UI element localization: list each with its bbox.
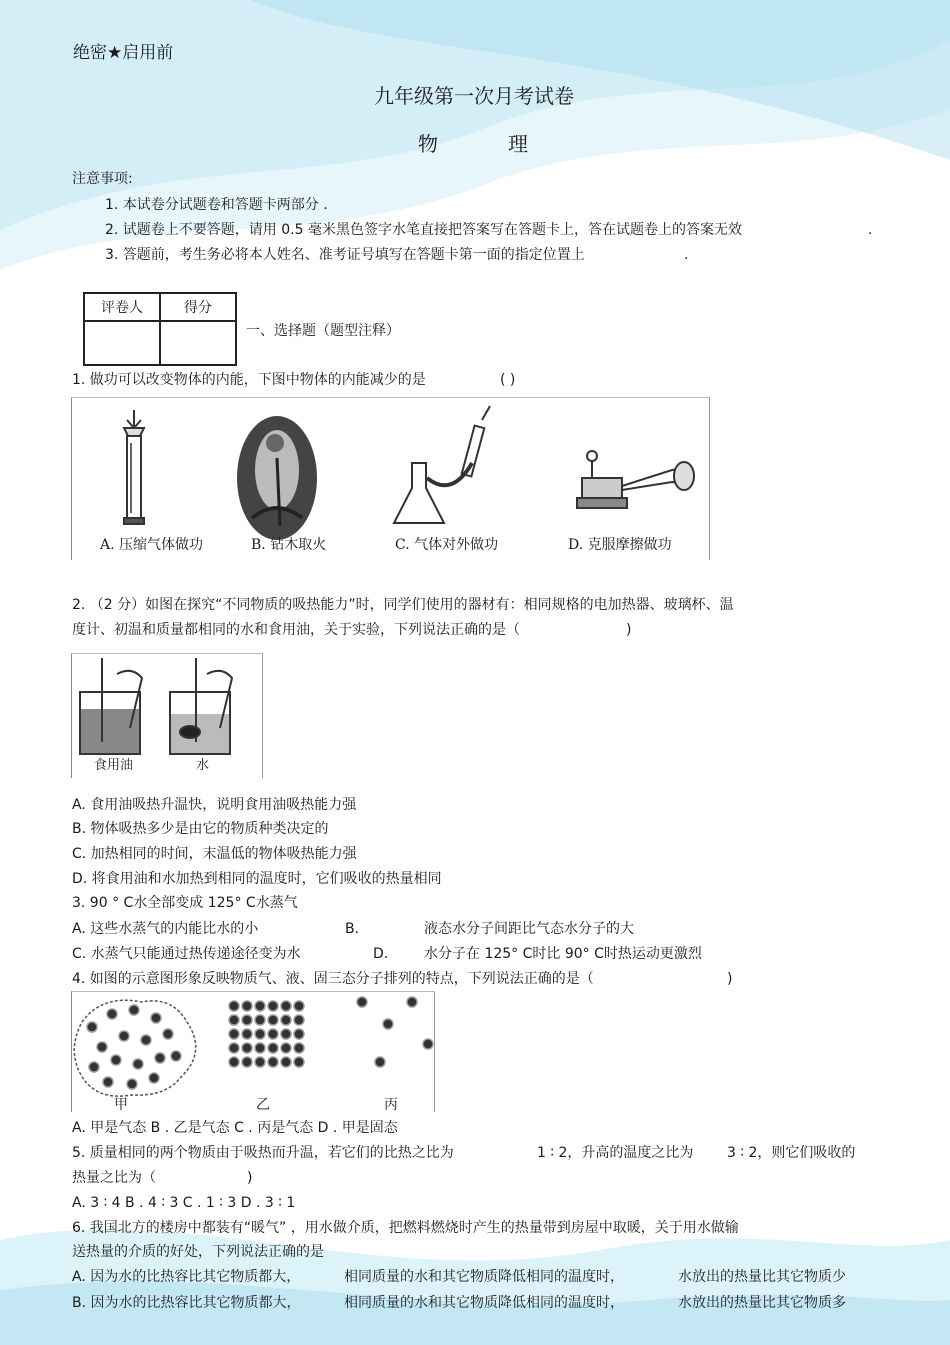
q4-solid-molecule (229, 1043, 239, 1053)
q3-option-c: C. 水蒸气只能通过热传递途径变为水 (72, 946, 301, 962)
subject-char-1: 物 (418, 132, 438, 156)
q2-option-b: B. 物体吸热多少是由它的物质种类决定的 (72, 821, 329, 837)
q3-option-d: 水分子在 125° C时比 90° C时热运动更激烈 (424, 946, 702, 962)
q6-option-b-part-2: 相同质量的水和其它物质降低相同的温度时， (344, 1295, 624, 1311)
q3-stem: 3. 90 ° C水全部变成 125° C水蒸气 (72, 895, 298, 911)
score-table-score-cell[interactable] (160, 321, 236, 365)
q4-liquid-molecule (133, 1059, 143, 1069)
q4-solid-molecule (255, 1001, 265, 1011)
q4-solid-molecule (229, 1029, 239, 1039)
score-table-header-score: 得分 (160, 293, 236, 321)
q4-solid-molecule (268, 1029, 278, 1039)
q4-liquid-molecule (87, 1022, 97, 1032)
q4-gas-molecule (357, 997, 367, 1007)
q3-option-b: 液态水分子间距比气态水分子的大 (424, 921, 634, 937)
q2-paren-close: ) (626, 622, 632, 638)
notes-item-3-tail: . (684, 247, 689, 263)
q4-gas-molecule (407, 997, 417, 1007)
q5-stem-line-1: 5. 质量相同的两个物质由于吸热而升温，若它们的比热之比为 (72, 1145, 454, 1161)
q6-option-a-part-2: 相同质量的水和其它物质降低相同的温度时， (344, 1269, 624, 1285)
notes-item-2-tail: . (868, 222, 873, 238)
q6-stem-line-1: 6. 我国北方的楼房中都装有“暖气” ，用水做介质，把燃料燃烧时产生的热量带到房屋中取暖，关于用水做输 (72, 1220, 739, 1236)
q1-caption-b: B. 钻木取火 (251, 537, 327, 553)
q4-solid-molecule (294, 1015, 304, 1025)
q5-stem-line-2: 热量之比为（ (72, 1170, 156, 1186)
q4-liquid-molecule (107, 1009, 117, 1019)
q2-figure (71, 653, 263, 778)
q4-solid-molecule (281, 1043, 291, 1053)
q4-solid-molecule (294, 1043, 304, 1053)
q4-solid-molecule (281, 1029, 291, 1039)
q6-option-b-part-1: B. 因为水的比热容比其它物质都大， (72, 1295, 301, 1311)
q5-ratio-1: 1 ∶ 2，升高的温度之比为 (537, 1145, 694, 1161)
q4-solid-molecule (255, 1015, 265, 1025)
q3-option-b-label: B. (345, 921, 360, 937)
q4-solid-molecule (268, 1043, 278, 1053)
q1-figure (71, 397, 710, 560)
q4-solid-molecule (294, 1001, 304, 1011)
q3-option-d-label: D. (373, 946, 389, 962)
q4-label-jia: 甲 (114, 1097, 128, 1113)
q4-liquid-molecule (89, 1062, 99, 1072)
q3-option-a: A. 这些水蒸气的内能比水的小 (72, 921, 259, 937)
q1-caption-a: A. 压缩气体做功 (100, 537, 204, 553)
q4-options: A. 甲是气态 B . 乙是气态 C . 丙是气态 D . 甲是固态 (72, 1120, 398, 1136)
q4-solid-molecule (242, 1001, 252, 1011)
subject-char-2: 理 (508, 132, 528, 156)
section-heading-choice: 一、选择题（题型注释） (246, 323, 400, 339)
q4-liquid-molecule (151, 1013, 161, 1023)
q4-liquid-molecule (103, 1077, 113, 1087)
score-table-grader-cell[interactable] (84, 321, 160, 365)
q4-gas-molecule (375, 1057, 385, 1067)
q5-options: A. 3 ∶ 4 B . 4 ∶ 3 C . 1 ∶ 3 D . 3 ∶ 1 (72, 1195, 296, 1211)
notes-item-2: 2. 试题卷上不要答题，请用 0.5 毫米黑色签字水笔直接把答案写在答题卡上，答在试题卷上的答案无效 (105, 222, 742, 238)
score-table (83, 292, 237, 366)
q4-solid-molecule (294, 1029, 304, 1039)
q4-solid-molecule (255, 1057, 265, 1067)
q2-label-oil: 食用油 (94, 758, 134, 773)
q4-solid-molecule (229, 1015, 239, 1025)
q4-label-bing: 丙 (384, 1097, 398, 1113)
q4-solid-molecule (242, 1043, 252, 1053)
q4-gas-molecule (383, 1019, 393, 1029)
q4-solid-molecule (242, 1015, 252, 1025)
q4-liquid-molecule (141, 1035, 151, 1045)
q4-solid-molecule (294, 1057, 304, 1067)
q4-solid-molecule (242, 1057, 252, 1067)
q4-liquid-molecule (111, 1055, 121, 1065)
q4-figure (71, 991, 435, 1112)
q4-solid-molecule (281, 1001, 291, 1011)
q4-liquid-molecule (163, 1029, 173, 1039)
q1-caption-c: C. 气体对外做功 (395, 537, 499, 553)
q4-solid-molecule (281, 1015, 291, 1025)
q1-paren: ( ) (500, 372, 516, 388)
q4-solid-molecule (268, 1015, 278, 1025)
q1-stem: 1. 做功可以改变物体的内能，下图中物体的内能减少的是 (72, 372, 426, 388)
q5-paren-close: ) (247, 1170, 253, 1186)
q4-solid-molecule (268, 1001, 278, 1011)
q4-liquid-molecule (129, 1005, 139, 1015)
q4-solid-molecule (281, 1057, 291, 1067)
exam-title: 九年级第一次月考试卷 (374, 84, 574, 108)
q4-solid-molecule (255, 1043, 265, 1053)
score-table-header-grader: 评卷人 (84, 293, 160, 321)
q4-liquid-molecule (171, 1051, 181, 1061)
q6-option-b-part-3: 水放出的热量比其它物质多 (678, 1295, 846, 1311)
q2-option-a: A. 食用油吸热升温快，说明食用油吸热能力强 (72, 797, 357, 813)
q4-stem: 4. 如图的示意图形象反映物质气、液、固三态分子排列的特点，下列说法正确的是（ (72, 971, 594, 987)
q6-option-a-part-1: A. 因为水的比热容比其它物质都大， (72, 1269, 301, 1285)
notes-item-3: 3. 答题前，考生务必将本人姓名、准考证号填写在答题卡第一面的指定位置上 (105, 247, 585, 263)
notes-item-1: 1. 本试卷分试题卷和答题卡两部分 . (105, 197, 328, 213)
secret-mark: 绝密★启用前 (73, 43, 174, 63)
q4-paren-close: ) (727, 971, 733, 987)
q4-liquid-molecule (149, 1073, 159, 1083)
q4-liquid-molecule (155, 1053, 165, 1063)
q4-solid-molecule (242, 1029, 252, 1039)
q2-stem-line-2: 度计、初温和质量都相同的水和食用油，关于实验，下列说法正确的是（ (72, 622, 520, 638)
q4-gas-molecule (423, 1039, 433, 1049)
q4-liquid-molecule (127, 1079, 137, 1089)
notes-heading: 注意事项: (72, 171, 133, 187)
q1-caption-d: D. 克服摩擦做功 (568, 537, 672, 553)
q2-stem-line-1: 2. （2 分）如图在探究“不同物质的吸热能力”时，同学们使用的器材有：相同规格的电加热器、玻璃杯、温 (72, 597, 734, 613)
q4-solid-molecule (229, 1057, 239, 1067)
q5-ratio-2: 3 ∶ 2，则它们吸收的 (727, 1145, 856, 1161)
q4-label-yi: 乙 (256, 1097, 270, 1113)
q4-solid-molecule (229, 1001, 239, 1011)
q2-option-d: D. 将食用油和水加热到相同的温度时，它们吸收的热量相同 (72, 871, 442, 887)
q2-label-water: 水 (196, 758, 210, 773)
q4-liquid-molecule (97, 1042, 107, 1052)
q6-option-a-part-3: 水放出的热量比其它物质少 (678, 1269, 846, 1285)
q2-option-c: C. 加热相同的时间，末温低的物体吸热能力强 (72, 846, 357, 862)
q4-solid-molecule (255, 1029, 265, 1039)
q4-liquid-molecule (119, 1031, 129, 1041)
q6-stem-line-2: 送热量的介质的好处，下列说法正确的是 (72, 1244, 324, 1260)
q4-solid-molecule (268, 1057, 278, 1067)
